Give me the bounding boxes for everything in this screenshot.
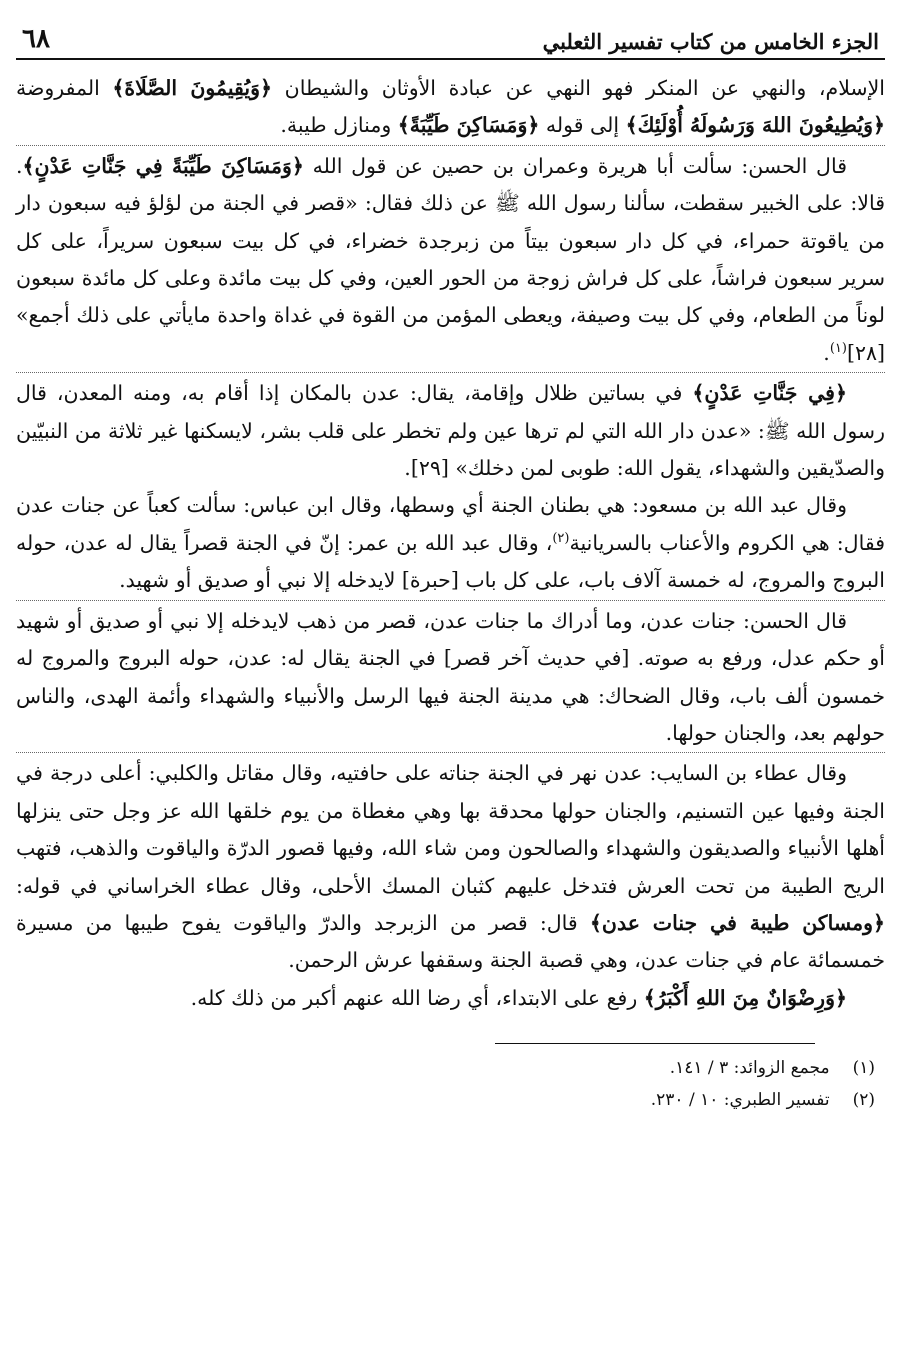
- text-run: ومنازل طيبة.: [280, 113, 398, 138]
- paragraph: [16, 487, 885, 599]
- text-run: وقال عبد الله بن مسعود: هي بطنان الجنة أي وسطها، وقال ابن عباس: سألت كعباً عن جنات عدن فقال: هي الكروم والأعناب بالسريانية: [16, 493, 885, 555]
- paragraph: [16, 70, 885, 145]
- text-run: إلى قوله: [539, 113, 626, 138]
- paragraph: [16, 372, 885, 487]
- quran-verse: ﴿وَيُطِيعُونَ اللهَ وَرَسُولَهُ أُوْلَئِكَ﴾: [625, 113, 885, 138]
- quran-verse: ﴿وَمَسَاكِنَ طَيِّبَةً﴾: [397, 113, 540, 138]
- text-run: قال: قصر من الزبرجد والدرّ والياقوت يفوح طيبها من مسيرة خمسمائة عام في جنات عدن، وهي قصبة الجنة وسقفها عرش الرحمن.: [16, 910, 885, 973]
- text-run: .: [823, 340, 830, 365]
- paragraph: [16, 980, 885, 1017]
- footnote-text: تفسير الطبري: ١٠ / ٢٣٠.: [650, 1090, 830, 1111]
- footnote-divider: [495, 1043, 815, 1044]
- body-text: [16, 70, 885, 1017]
- quran-verse: ﴿ومساكن طيبة في جنات عدن﴾: [589, 910, 885, 935]
- quran-verse: ﴿وَمَسَاكِنَ طَيِّبَةً فِي جَنَّاتِ عَدْنٍ﴾: [22, 153, 304, 178]
- footnote: [16, 1084, 875, 1116]
- quran-verse: ﴿وَرِضْوَانٌ مِنَ اللهِ أَكْبَرُ﴾: [643, 985, 847, 1010]
- text-run: قال الحسن: سألت أبا هريرة وعمران بن حصين عن قول الله: [303, 153, 848, 178]
- text-run: . قالا: على الخبير سقطت، سألنا رسول الله ﷺ عن ذلك فقال: «قصر في الجنة من لؤلؤ فيه سبعون دار من ياقوتة حمراء، في كل دار سبعون بيتاً من زبرجدة خضراء، في كل بيت سبعون سريراً، على كل سرير سبعون فراشاً، على كل فراش زوجة من الحور العين، وفي كل بيت مائدة وعلى كل مائدة سبعون لوناً من الطعام، وفي كل بيت وصيفة، ويعطى المؤمن من القوة في غداة واحدة مايأتي على ذلك أجمع» [٢٨]: [16, 153, 885, 365]
- text-run: الإسلام، والنهي عن المنكر فهو النهي عن عبادة الأوثان والشيطان: [272, 76, 885, 100]
- footnote-text: مجمع الزوائد: ٣ / ١٤١.: [669, 1058, 830, 1079]
- text-run: في بساتين ظلال وإقامة، يقال: عدن بالمكان إذا أقام به، ومنه المعدن، قال رسول الله ﷺ: «عدن دار الله التي لم ترها عين ولم تخطر على قلب بشر، لايسكنها غير ثلاثة من النبيّين والصدّيقين والشهداء، يقول الله: طوبى لمن دخلك» [٢٩].: [16, 381, 885, 481]
- text-run: رفع على الابتداء، أي رضا الله عنهم أكبر من ذلك كله.: [190, 985, 644, 1010]
- footnote-ref: (٢): [552, 531, 570, 547]
- paragraph: [16, 752, 885, 979]
- page-header: [16, 14, 885, 60]
- quran-verse: ﴿وَيُقِيمُونَ الصَّلَاةَ﴾: [112, 76, 273, 100]
- footnote-mark: (١): [852, 1058, 875, 1079]
- paragraph: [16, 600, 885, 753]
- text-run: قال الحسن: جنات عدن، وما أدراك ما جنات عدن، قصر من ذهب لايدخله إلا نبي أو صديق أو شهيد أو حكم عدل، ورفع به صوته. [في حديث آخر قصر] في الجنة يقال له: عدن، حوله البروج والمروج له خمسون ألف باب، وقال الضحاك: هي مدينة الجنة فيها الرسل والأنبياء والشهداء وأئمة الهدى، والناس حولهم بعد، والجنان حولها.: [16, 608, 885, 745]
- text-run: وقال عطاء بن السايب: عدن نهر في الجنة جناته على حافتيه، وقال مقاتل والكلبي: أعلى درجة في الجنة وفيها عين التسنيم، والجنان حولها محدقة بها وهي مغطاة من يوم خلقها الله عز وجل حتى ينزلها أهلها الأنبياء والصديقون والشهداء والصالحون ومن شاء الله، وفيها قصور الدرّة والياقوت والذهب، فتهب الريح الطيبة من تحت العرش فتدخل عليهم كثبان المسك الأحلى، وقال عطاء الخراساني في قوله:: [16, 761, 885, 898]
- footnotes: [16, 1052, 885, 1116]
- running-title: الجزء الخامس من كتاب تفسير الثعلبي: [542, 29, 879, 54]
- quran-verse: ﴿فِي جَنَّاتِ عَدْنٍ﴾: [692, 381, 847, 406]
- paragraph: [16, 145, 885, 372]
- page-number: ٦٨: [22, 24, 50, 54]
- footnote-ref: (١): [829, 341, 847, 357]
- footnote-mark: (٢): [852, 1090, 875, 1111]
- footnote: [16, 1052, 875, 1084]
- text-run: ، وقال عبد الله بن عمر: إنّ في الجنة قصراً يقال له عدن، حوله البروج والمروج، له خمسة آلاف باب، على كل باب [حبرة] لايدخله إلا نبي أو صديق أو شهيد.: [16, 530, 885, 593]
- text-run: المفروضة: [16, 76, 113, 100]
